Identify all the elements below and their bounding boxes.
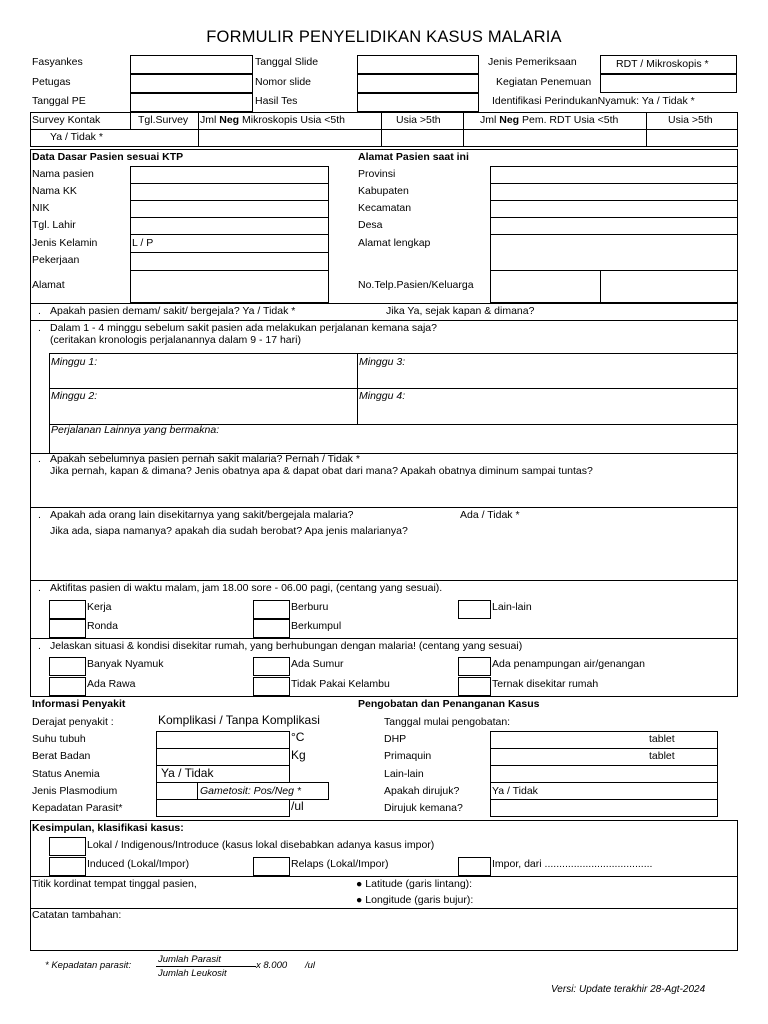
label-berkumpul: Berkumpul — [291, 620, 342, 632]
footer-numerator: Jumlah Parasit — [158, 954, 221, 965]
hasil-tes-field[interactable] — [357, 93, 479, 112]
label-ada-rawa: Ada Rawa — [87, 678, 136, 690]
q6-bullet: . — [38, 640, 41, 652]
q2-text: Dalam 1 - 4 minggu sebelum sakit pasien ada melakukan perjalanan kemana saja? — [50, 322, 437, 334]
label-titik-kordinat: Titik kordinat tempat tinggal pasien, — [32, 878, 197, 890]
q4-ada-tidak[interactable]: Ada / Tidak * — [460, 509, 520, 521]
label-fasyankes: Fasyankes — [32, 56, 83, 68]
q3-text: Apakah sebelumnya pasien pernah sakit malaria? Pernah / Tidak * — [50, 453, 360, 465]
desa-field[interactable] — [490, 217, 738, 235]
perjalanan-lain-field[interactable]: Perjalanan Lainnya yang bermakna: — [51, 424, 220, 436]
section-divider — [30, 580, 738, 581]
dirujuk-value: Ya / Tidak — [492, 785, 538, 797]
checkbox-kerja[interactable] — [49, 600, 86, 619]
label-alamat: Alamat — [32, 279, 65, 291]
section-divider — [30, 638, 738, 639]
survey-col-divider — [381, 112, 382, 147]
q3-text-2: Jika pernah, kapan & dimana? Jenis obatnya apa & dapat obat dari mana? Apakah obatnya diminum sampai tuntas? — [50, 465, 593, 477]
dhp-tablet: tablet — [649, 733, 675, 745]
label-nama-kk: Nama KK — [32, 185, 77, 197]
footer-multiplier: x 8.000 — [256, 960, 288, 971]
derajat-value[interactable]: Komplikasi / Tanpa Komplikasi — [158, 713, 320, 727]
label-tidak-kelambu: Tidak Pakai Kelambu — [291, 678, 390, 690]
nomor-slide-field[interactable] — [357, 74, 479, 93]
survey-col-divider — [130, 112, 131, 129]
label-usia-5th-rdt: Usia >5th — [668, 114, 713, 126]
fasyankes-field[interactable] — [130, 55, 253, 74]
label-plasmodium: Jenis Plasmodium — [32, 785, 118, 797]
provinsi-field[interactable] — [490, 166, 738, 184]
checkbox-banyak-nyamuk[interactable] — [49, 657, 86, 676]
label-induced: Induced (Lokal/Impor) — [87, 858, 190, 870]
label-relaps: Relaps (Lokal/Impor) — [291, 858, 389, 870]
label-penampungan-air: Ada penampungan air/genangan — [492, 658, 645, 670]
survey-ya-tidak[interactable]: Ya / Tidak * — [50, 131, 103, 143]
label-impor: Impor, dari ..................................... — [492, 858, 653, 870]
pengobatan-heading: Pengobatan dan Penanganan Kasus — [358, 698, 540, 710]
label-ronda: Ronda — [87, 620, 118, 632]
primaquin-field[interactable] — [490, 748, 718, 766]
jenis-pemeriksaan-field[interactable] — [600, 55, 737, 74]
nama-pasien-field[interactable] — [130, 166, 329, 184]
checkbox-ada-sumur[interactable] — [253, 657, 290, 676]
label-ada-sumur: Ada Sumur — [291, 658, 344, 670]
label-desa: Desa — [358, 219, 383, 231]
kepadatan-unit: /ul — [291, 799, 304, 813]
label-dirujuk-kemana: Dirujuk kemana? — [384, 802, 463, 814]
tgl-lahir-field[interactable] — [130, 217, 329, 235]
alamat-field[interactable] — [130, 270, 329, 303]
checkbox-lokal[interactable] — [49, 837, 86, 856]
checkbox-berburu[interactable] — [253, 600, 290, 619]
q1-bullet: . — [38, 305, 41, 317]
footer-unit: /ul — [305, 960, 316, 971]
alamat-heading: Alamat Pasien saat ini — [358, 151, 469, 163]
section-divider — [30, 507, 738, 508]
label-nik: NIK — [32, 202, 50, 214]
plasmodium-field[interactable] — [156, 782, 198, 800]
checkbox-penampungan-air[interactable] — [458, 657, 491, 676]
label-berat: Berat Badan — [32, 750, 91, 762]
label-banyak-nyamuk: Banyak Nyamuk — [87, 658, 164, 670]
label-dhp: DHP — [384, 733, 407, 745]
travel-grid-row — [49, 388, 738, 389]
tanggal-pe-field[interactable] — [130, 93, 253, 112]
checkbox-impor[interactable] — [458, 857, 491, 876]
label-tanggal-mulai: Tanggal mulai pengobatan: — [384, 716, 511, 728]
label-jenis-kelamin: Jenis Kelamin — [32, 237, 98, 249]
label-tgl-survey: Tgl.Survey — [138, 114, 189, 126]
kabupaten-field[interactable] — [490, 183, 738, 201]
pekerjaan-field[interactable] — [130, 252, 329, 271]
travel-grid-col — [357, 353, 358, 424]
label-jenis-pemeriksaan: Jenis Pemeriksaan — [488, 56, 577, 68]
q2-text-2: (ceritakan kronologis perjalanannya dalam 9 - 17 hari) — [50, 334, 301, 346]
q4-text: Apakah ada orang lain disekitarnya yang sakit/bergejala malaria? — [50, 509, 354, 521]
label-kerja: Kerja — [87, 601, 112, 613]
q2-bullet: . — [38, 322, 41, 334]
minggu-3-field[interactable]: Minggu 3: — [359, 356, 406, 368]
label-survey-kontak: Survey Kontak — [32, 114, 101, 126]
q1-text-2: Jika Ya, sejak kapan & dimana? — [386, 305, 535, 317]
q4-text-2: Jika ada, siapa namanya? apakah dia sudah berobat? Apa jenis malarianya? — [50, 525, 408, 537]
label-usia-5th: Usia >5th — [396, 114, 441, 126]
berat-unit: Kg — [291, 748, 306, 762]
kepadatan-field[interactable] — [156, 799, 290, 817]
gametosit-value: Gametosit: Pos/Neg * — [200, 785, 301, 797]
footer-note: * Kepadatan parasit: — [45, 960, 132, 971]
checkbox-induced[interactable] — [49, 857, 86, 876]
label-no-telp: No.Telp.Pasien/Keluarga — [358, 279, 474, 291]
checkbox-ronda[interactable] — [49, 619, 86, 638]
label-lain-lain-obat: Lain-lain — [384, 768, 424, 780]
kesimpulan-divider — [30, 908, 738, 909]
checkbox-tidak-kelambu[interactable] — [253, 677, 290, 696]
footer-versi: Versi: Update terakhir 28-Agt-2024 — [551, 984, 706, 995]
anemia-field[interactable] — [156, 765, 290, 783]
label-kepadatan: Kepadatan Parasit* — [32, 802, 123, 814]
berat-field[interactable] — [156, 748, 290, 766]
nama-kk-field[interactable] — [130, 183, 329, 201]
dirujuk-field[interactable] — [490, 782, 718, 800]
label-suhu: Suhu tubuh — [32, 733, 86, 745]
label-tanggal-pe: Tanggal PE — [32, 95, 86, 107]
page-title: FORMULIR PENYELIDIKAN KASUS MALARIA — [206, 28, 562, 46]
label-kegiatan-penemuan: Kegiatan Penemuan — [496, 76, 592, 88]
label-dirujuk: Apakah dirujuk? — [384, 785, 460, 797]
label-pekerjaan: Pekerjaan — [32, 254, 80, 266]
label-lain-lain: Lain-lain — [492, 601, 532, 613]
q5-text: Aktifitas pasien di waktu malam, jam 18.00 sore - 06.00 pagi, (centang yang sesuai). — [50, 582, 443, 594]
label-petugas: Petugas — [32, 76, 71, 88]
nik-field[interactable] — [130, 200, 329, 218]
checkbox-relaps[interactable] — [253, 857, 290, 876]
section-divider — [30, 320, 738, 321]
label-primaquin: Primaquin — [384, 750, 432, 762]
kesimpulan-heading: Kesimpulan, klasifikasi kasus: — [32, 822, 184, 834]
kegiatan-penemuan-field[interactable] — [600, 74, 737, 93]
tanggal-slide-field[interactable] — [357, 55, 479, 74]
jenis-kelamin-value: L / P — [132, 237, 154, 249]
penyakit-heading: Informasi Penyakit — [32, 698, 126, 710]
q5-bullet: . — [38, 582, 41, 594]
label-lokal: Lokal / Indigenous/Introduce (kasus lokal disebabkan adanya kasus impor) — [87, 839, 435, 851]
kesimpulan-divider — [30, 876, 738, 877]
checkbox-ada-rawa[interactable] — [49, 677, 86, 696]
label-anemia: Status Anemia — [32, 768, 100, 780]
survey-row-divider — [30, 129, 738, 130]
q3-bullet: . — [38, 453, 41, 465]
catatan-field[interactable] — [31, 922, 737, 950]
label-ternak: Ternak disekitar rumah — [492, 678, 599, 690]
label-catatan: Catatan tambahan: — [32, 909, 122, 921]
minggu-2-field[interactable]: Minggu 2: — [51, 390, 98, 402]
primaquin-tablet: tablet — [649, 750, 675, 762]
label-provinsi: Provinsi — [358, 168, 396, 180]
label-kabupaten: Kabupaten — [358, 185, 409, 197]
label-alamat-lengkap: Alamat lengkap — [358, 237, 431, 249]
suhu-field[interactable] — [156, 731, 290, 749]
petugas-field[interactable] — [130, 74, 253, 93]
jenis-kelamin-field[interactable] — [130, 234, 329, 253]
kecamatan-field[interactable] — [490, 200, 738, 218]
section-divider — [30, 303, 738, 304]
survey-col-divider — [646, 112, 647, 147]
label-nama-pasien: Nama pasien — [32, 168, 94, 180]
survey-col-divider — [463, 112, 464, 147]
label-latitude[interactable]: ● Latitude (garis lintang): — [356, 878, 473, 890]
label-nomor-slide: Nomor slide — [255, 76, 312, 88]
checkbox-berkumpul[interactable] — [253, 619, 290, 638]
survey-col-divider — [198, 112, 199, 147]
q4-bullet: . — [38, 509, 41, 521]
label-hasil-tes: Hasil Tes — [255, 95, 298, 107]
dhp-field[interactable] — [490, 731, 718, 749]
minggu-4-field[interactable]: Minggu 4: — [359, 390, 406, 402]
q6-text: Jelaskan situasi & kondisi disekitar rumah, yang berhubungan dengan malaria! (centang yang sesuai) — [50, 640, 523, 652]
label-kecamatan: Kecamatan — [358, 202, 412, 214]
suhu-unit: °C — [291, 730, 305, 744]
jenis-pemeriksaan-value: RDT / Mikroskopis * — [616, 58, 709, 70]
label-jml-mikroskopis: Jml Neg Mikroskopis Usia <5th — [200, 114, 346, 126]
no-telp-field-1[interactable] — [490, 270, 601, 303]
label-derajat: Derajat penyakit : — [32, 716, 114, 728]
label-longitude[interactable]: ● Longitude (garis bujur): — [356, 894, 474, 906]
q1-text: Apakah pasien demam/ sakit/ bergejala? Ya / Tidak * — [50, 305, 296, 317]
pasien-heading: Data Dasar Pasien sesuai KTP — [32, 151, 184, 163]
anemia-value: Ya / Tidak — [161, 766, 214, 780]
gametosit-field[interactable] — [197, 782, 329, 800]
checkbox-ternak[interactable] — [458, 677, 491, 696]
label-tanggal-slide: Tanggal Slide — [255, 56, 319, 68]
label-berburu: Berburu — [291, 601, 329, 613]
footer-denominator: Jumlah Leukosit — [158, 968, 227, 979]
label-tgl-lahir: Tgl. Lahir — [32, 219, 76, 231]
checkbox-lain-lain[interactable] — [458, 600, 491, 619]
dirujuk-kemana-field[interactable] — [490, 799, 718, 817]
label-identifikasi: Identifikasi PerindukanNyamuk: Ya / Tidak * — [492, 95, 695, 107]
alamat-lengkap-field[interactable] — [490, 234, 738, 271]
label-jml-rdt: Jml Neg Pem. RDT Usia <5th — [480, 114, 619, 126]
lain-lain-obat-field[interactable] — [490, 765, 718, 783]
minggu-1-field[interactable]: Minggu 1: — [51, 356, 98, 368]
no-telp-field-2[interactable] — [600, 270, 738, 303]
